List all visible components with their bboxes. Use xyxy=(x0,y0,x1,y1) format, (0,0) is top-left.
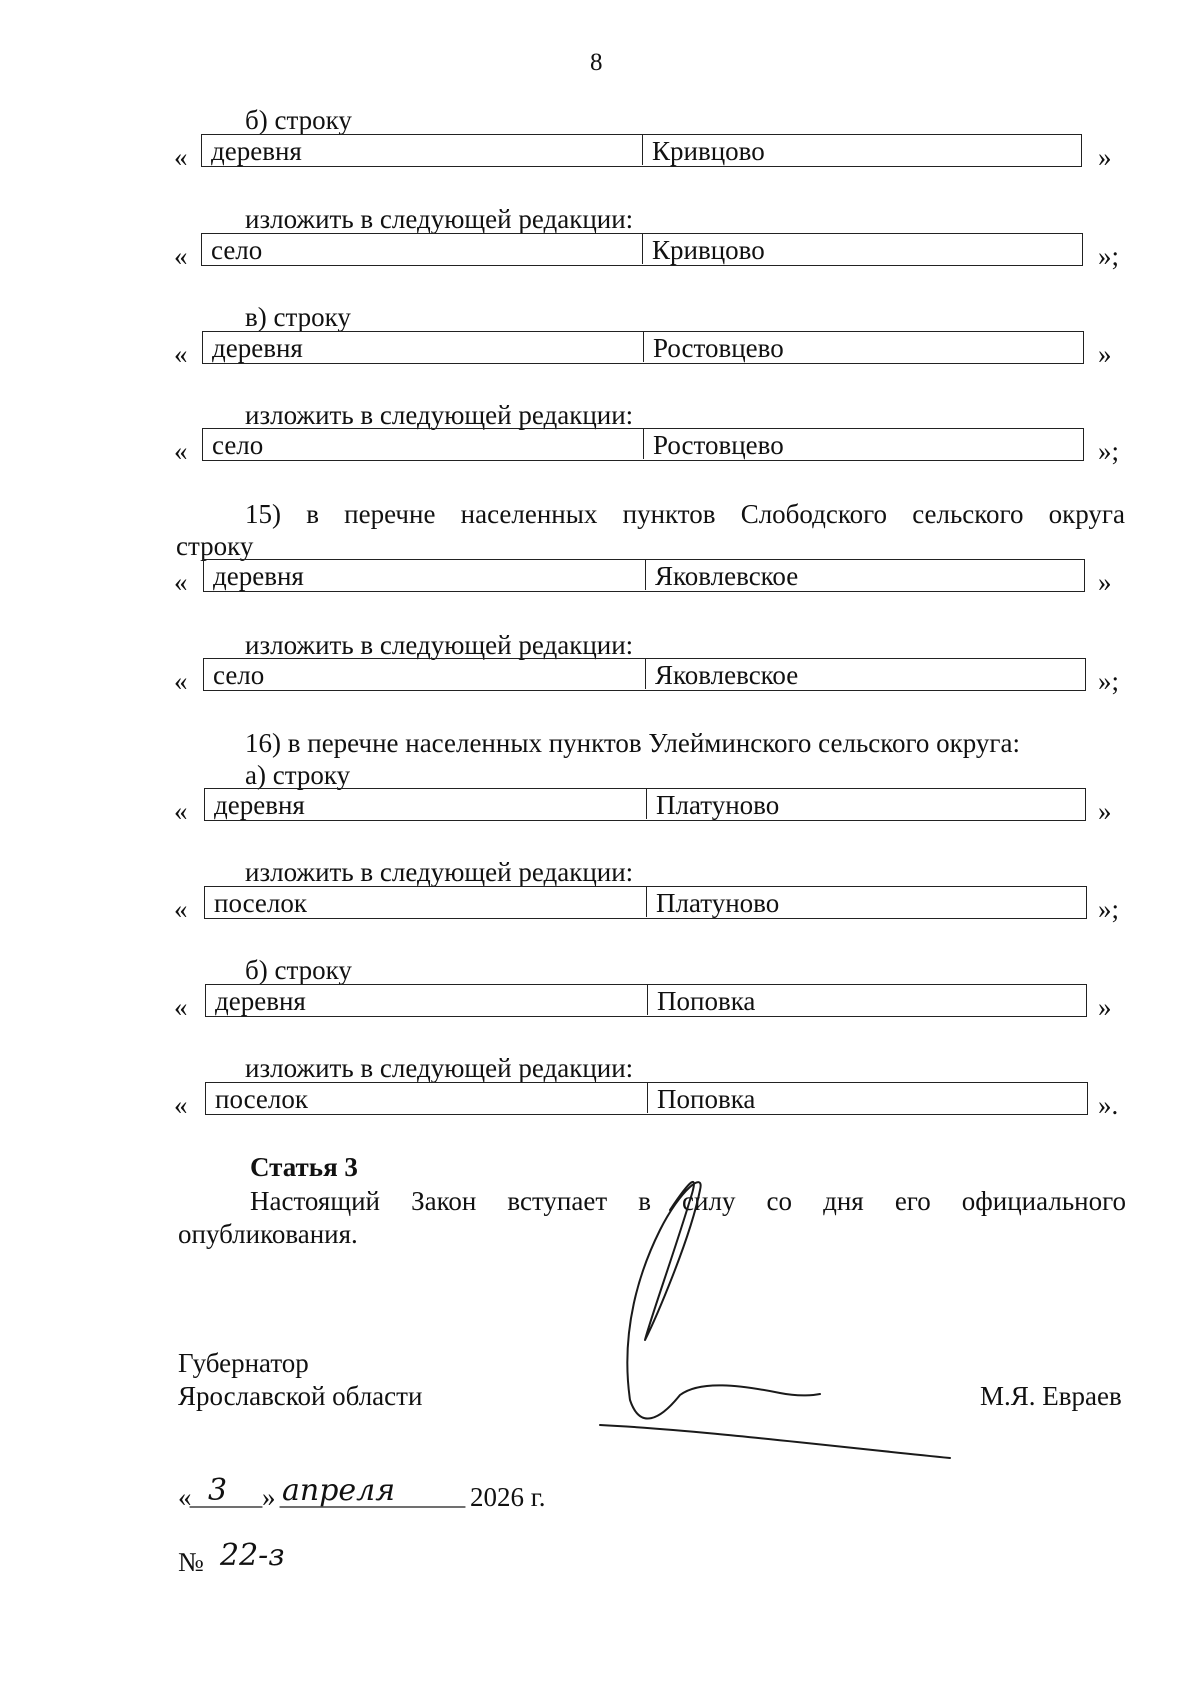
settlement-name-cell: Ростовцево xyxy=(643,332,784,362)
block-intro: изложить в следующей редакции: xyxy=(245,857,634,887)
settlement-name-cell: Поповка xyxy=(647,1083,755,1113)
open-quote: « xyxy=(174,796,188,826)
block-intro: б) строку xyxy=(245,105,352,135)
block-intro: б) строку xyxy=(245,955,352,985)
signer-region: Ярославской области xyxy=(178,1381,423,1411)
settlement-name-cell: Кривцово xyxy=(642,135,765,165)
open-quote: « xyxy=(174,436,188,466)
block-intro: а) строку xyxy=(245,760,351,790)
open-quote: « xyxy=(174,992,188,1022)
close-quote: » xyxy=(1098,339,1112,369)
settlement-type-cell: село xyxy=(212,430,264,460)
settlement-type-cell: поселок xyxy=(215,1084,309,1114)
article-text: Настоящий Закон вступает в силу со дня его официального xyxy=(250,1186,1126,1216)
table-row xyxy=(204,886,1087,919)
settlement-type-cell: деревня xyxy=(214,790,305,820)
settlement-type-cell: поселок xyxy=(214,888,308,918)
settlement-name-cell: Платуново xyxy=(646,789,779,819)
open-quote: « xyxy=(174,666,188,696)
signer-position: Губернатор xyxy=(178,1348,309,1378)
table-row xyxy=(205,1082,1088,1115)
table-row xyxy=(203,658,1086,691)
number-handwritten: 22-з xyxy=(220,1538,285,1573)
date-year: 2026 г. xyxy=(470,1482,546,1512)
block-intro: в) строку xyxy=(245,302,351,332)
table-row xyxy=(201,134,1082,167)
open-quote: « xyxy=(174,1090,188,1120)
close-quote: » xyxy=(1098,142,1112,172)
settlement-name-cell: Кривцово xyxy=(642,234,765,264)
open-quote: « xyxy=(174,241,188,271)
number-label: № xyxy=(178,1547,204,1577)
block-intro: изложить в следующей редакции: xyxy=(245,630,634,660)
date-month-handwritten: апреля xyxy=(282,1473,396,1508)
table-row xyxy=(201,233,1083,266)
table-row xyxy=(202,331,1084,364)
article-title: Статья 3 xyxy=(250,1152,358,1182)
close-quote: »; xyxy=(1098,666,1120,696)
settlement-name-cell: Платуново xyxy=(646,887,779,917)
close-quote: » xyxy=(1098,567,1112,597)
settlement-type-cell: деревня xyxy=(211,136,302,166)
close-quote: »; xyxy=(1098,894,1120,924)
block-intro: изложить в следующей редакции: xyxy=(245,204,634,234)
date-open-quote: « xyxy=(178,1482,192,1512)
table-row xyxy=(203,559,1085,592)
item-16-text: 16) в перечне населенных пунктов Улейминского сельского округа: xyxy=(245,728,1020,758)
close-quote: ». xyxy=(1098,1090,1119,1120)
open-quote: « xyxy=(174,339,188,369)
settlement-name-cell: Поповка xyxy=(647,985,755,1015)
settlement-name-cell: Яковлевское xyxy=(645,659,798,689)
date-close-quote: » xyxy=(262,1482,276,1512)
close-quote: »; xyxy=(1098,241,1120,271)
page-number: 8 xyxy=(590,49,603,76)
table-row xyxy=(202,428,1084,461)
item-15-text-continued: строку xyxy=(176,531,254,561)
item-15-text: 15) в перечне населенных пунктов Слободского сельского округа xyxy=(245,499,1125,529)
block-intro: изложить в следующей редакции: xyxy=(245,1053,634,1083)
settlement-name-cell: Яковлевское xyxy=(645,560,798,590)
close-quote: »; xyxy=(1098,436,1120,466)
signature-stroke xyxy=(627,1182,820,1419)
settlement-type-cell: деревня xyxy=(213,561,304,591)
close-quote: » xyxy=(1098,992,1112,1022)
settlement-type-cell: село xyxy=(213,660,265,690)
open-quote: « xyxy=(174,142,188,172)
signature-underline xyxy=(600,1425,950,1458)
signer-name: М.Я. Евраев xyxy=(980,1381,1122,1411)
table-row xyxy=(204,788,1086,821)
settlement-type-cell: деревня xyxy=(212,333,303,363)
article-text-continued: опубликования. xyxy=(178,1219,358,1249)
close-quote: » xyxy=(1098,796,1112,826)
open-quote: « xyxy=(174,894,188,924)
block-intro: изложить в следующей редакции: xyxy=(245,400,634,430)
settlement-type-cell: деревня xyxy=(215,986,306,1016)
table-row xyxy=(205,984,1087,1017)
settlement-name-cell: Ростовцево xyxy=(643,429,784,459)
date-day-handwritten: 3 xyxy=(208,1473,228,1508)
open-quote: « xyxy=(174,567,188,597)
settlement-type-cell: село xyxy=(211,235,263,265)
